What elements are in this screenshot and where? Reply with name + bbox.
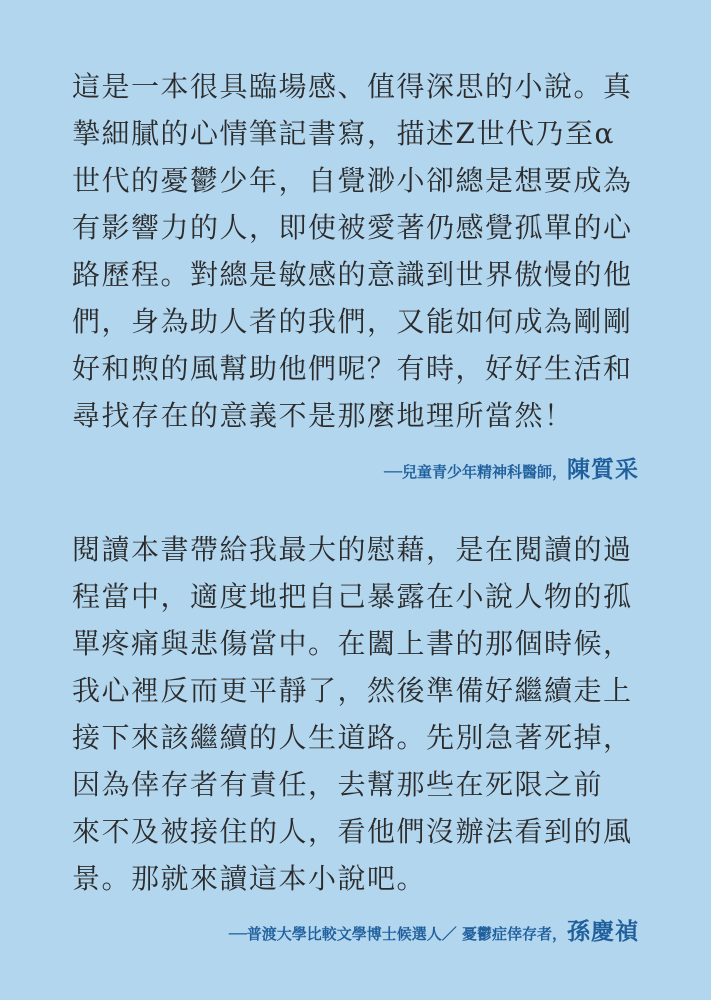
endorser-attribution-1 — [384, 451, 639, 484]
quote-line: 摯細膩的心情筆記書寫，描述Z世代乃至α — [72, 117, 615, 150]
quote-line: 這是一本很具臨場感、值得深思的小說。真 — [72, 70, 633, 103]
quote-line: 們，身為助人者的我們，又能如何成為剛剛 — [72, 305, 633, 338]
quote-line: 有影響力的人，即使被愛著仍感覺孤單的心 — [72, 211, 633, 244]
quote-line: 接下來該繼續的人生道路。先別急著死掉， — [72, 721, 633, 754]
quote-line: 景。那就來讀這本小說吧。 — [72, 862, 427, 895]
quote-line: 好和煦的風幫助他們呢？有時，好好生活和 — [72, 352, 633, 385]
quote-line: 來不及被接住的人，看他們沒辦法看到的風 — [72, 815, 633, 848]
endorser-attribution-2 — [229, 913, 639, 946]
endorsement-quote-2 — [72, 526, 642, 902]
quote-line: 程當中，適度地把自己暴露在小說人物的孤 — [72, 580, 633, 613]
endorser-name: 孫慶禎 — [567, 919, 639, 945]
quote-line: 我心裡反而更平靜了，然後準備好繼續走上 — [72, 674, 633, 707]
endorser-role: ──普渡大學比較文學博士候選人／ 憂鬱症倖存者， — [228, 925, 567, 943]
endorsement-quote-1 — [72, 63, 642, 439]
quote-line: 路歷程。對總是敏感的意識到世界傲慢的他 — [72, 258, 633, 291]
endorser-role: ──兒童青少年精神科醫師， — [383, 463, 567, 481]
endorser-name: 陳質采 — [567, 457, 639, 483]
quote-line: 尋找存在的意義不是那麼地理所當然！ — [72, 399, 574, 432]
quote-line: 閱讀本書帶給我最大的慰藉，是在閱讀的過 — [72, 533, 633, 566]
quote-line: 世代的憂鬱少年，自覺渺小卻總是想要成為 — [72, 164, 633, 197]
quote-line: 單疼痛與悲傷當中。在闔上書的那個時候， — [72, 627, 633, 660]
quote-line: 因為倖存者有責任，去幫那些在死限之前 — [72, 768, 604, 801]
